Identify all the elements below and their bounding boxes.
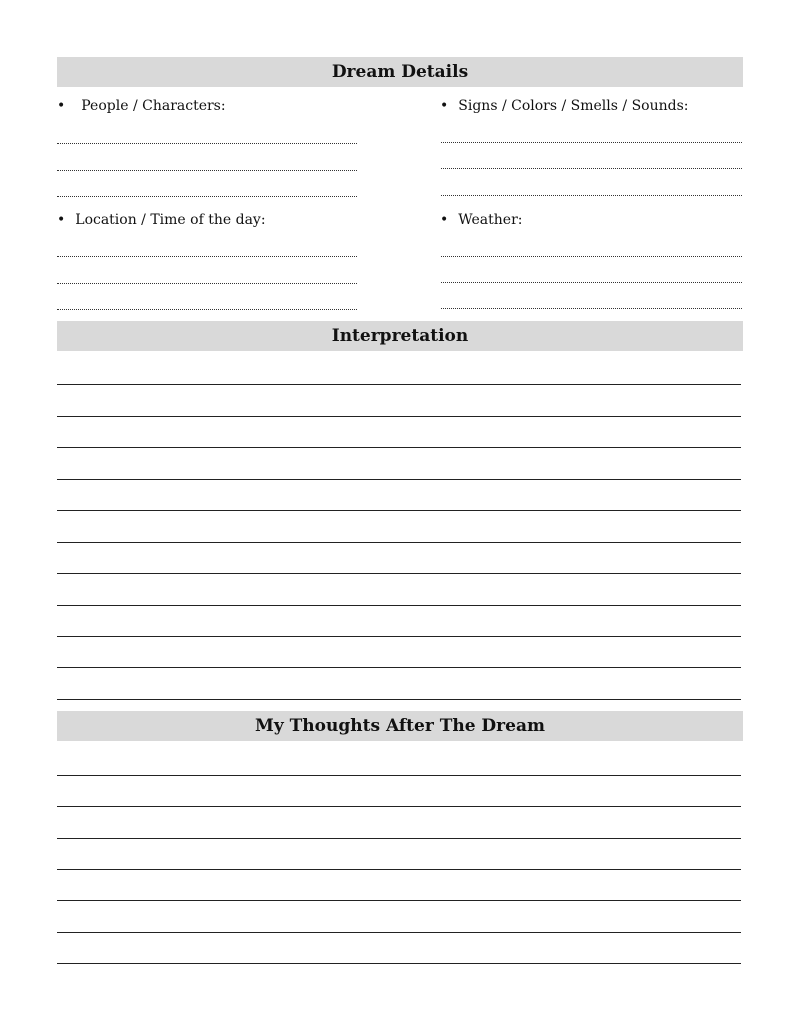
writing-line[interactable] [441, 256, 742, 257]
field-location-time [57, 212, 266, 228]
writing-line[interactable] [57, 869, 741, 870]
field-people-characters [57, 98, 226, 114]
field-weather [440, 212, 522, 228]
writing-line[interactable] [57, 309, 357, 310]
writing-line[interactable] [441, 142, 742, 143]
writing-line[interactable] [441, 195, 742, 196]
dream-details-header [57, 57, 743, 87]
field-label: Weather: [458, 212, 523, 228]
bullet: • [57, 212, 66, 228]
interpretation-title: Interpretation [331, 326, 469, 346]
writing-line[interactable] [57, 573, 741, 574]
writing-line[interactable] [441, 308, 742, 309]
writing-line[interactable] [57, 510, 741, 511]
writing-line[interactable] [57, 838, 741, 839]
writing-line[interactable] [57, 196, 357, 197]
writing-line[interactable] [57, 283, 357, 284]
field-signs-colors [440, 98, 688, 114]
thoughts-header [57, 711, 743, 741]
writing-line[interactable] [57, 699, 741, 700]
bullet: • [57, 98, 66, 114]
writing-line[interactable] [57, 416, 741, 417]
writing-line[interactable] [441, 282, 742, 283]
writing-line[interactable] [57, 636, 741, 637]
writing-line[interactable] [57, 900, 741, 901]
writing-line[interactable] [57, 447, 741, 448]
field-label: Location / Time of the day: [75, 212, 266, 228]
writing-line[interactable] [57, 806, 741, 807]
thoughts-title: My Thoughts After The Dream [255, 716, 545, 736]
bullet: • [440, 212, 449, 228]
writing-line[interactable] [57, 143, 357, 144]
writing-line[interactable] [57, 256, 357, 257]
writing-line[interactable] [57, 963, 741, 964]
writing-line[interactable] [441, 168, 742, 169]
field-label: People / Characters: [81, 98, 226, 114]
writing-line[interactable] [57, 667, 741, 668]
dream-details-title: Dream Details [331, 62, 469, 82]
writing-line[interactable] [57, 170, 357, 171]
writing-line[interactable] [57, 542, 741, 543]
field-label: Signs / Colors / Smells / Sounds: [458, 98, 689, 114]
writing-line[interactable] [57, 605, 741, 606]
writing-line[interactable] [57, 479, 741, 480]
bullet: • [440, 98, 449, 114]
interpretation-header [57, 321, 743, 351]
writing-line[interactable] [57, 384, 741, 385]
writing-line[interactable] [57, 775, 741, 776]
writing-line[interactable] [57, 932, 741, 933]
